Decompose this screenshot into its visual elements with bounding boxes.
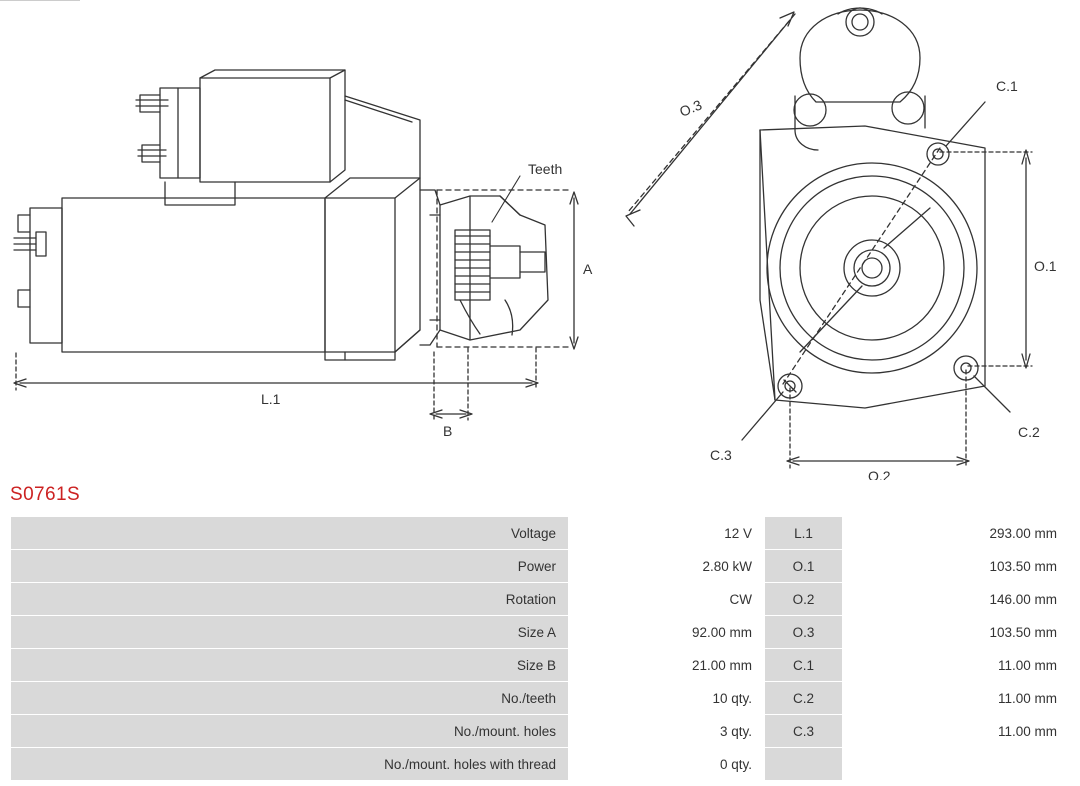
spec-value: 12 V xyxy=(569,517,765,550)
label-c1: C.1 xyxy=(996,78,1018,94)
spec-value: 0 qty. xyxy=(569,748,765,781)
label-o3: O.3 xyxy=(677,96,705,120)
label-teeth: Teeth xyxy=(528,161,563,177)
spec-dim-label: C.1 xyxy=(765,649,843,682)
spec-value: 92.00 mm xyxy=(569,616,765,649)
spec-dim-label: C.3 xyxy=(765,715,843,748)
table-row xyxy=(11,682,1070,715)
label-c3: C.3 xyxy=(710,447,732,463)
spec-dim-value: 11.00 mm xyxy=(843,715,1070,748)
spec-dim-label: C.2 xyxy=(765,682,843,715)
spec-dim-value: 103.50 mm xyxy=(843,616,1070,649)
spec-label: No./mount. holes xyxy=(11,715,569,748)
spec-value: 21.00 mm xyxy=(569,649,765,682)
spec-label: Rotation xyxy=(11,583,569,616)
spec-value: 3 qty. xyxy=(569,715,765,748)
label-a: A xyxy=(583,261,593,277)
spec-value: 10 qty. xyxy=(569,682,765,715)
spec-dim-label: O.1 xyxy=(765,550,843,583)
spec-dim-value: 103.50 mm xyxy=(843,550,1070,583)
table-row xyxy=(11,550,1070,583)
specification-table xyxy=(10,516,1070,781)
label-b: B xyxy=(443,423,453,439)
spec-dim-label: L.1 xyxy=(765,517,843,550)
label-c2: C.2 xyxy=(1018,424,1040,440)
label-o2: O.2 xyxy=(868,468,891,480)
table-row xyxy=(11,649,1070,682)
spec-dim-label: O.3 xyxy=(765,616,843,649)
spec-dim-value: 293.00 mm xyxy=(843,517,1070,550)
spec-dim-value: 11.00 mm xyxy=(843,649,1070,682)
table-row xyxy=(11,517,1070,550)
spec-label: No./teeth xyxy=(11,682,569,715)
spec-value: 2.80 kW xyxy=(569,550,765,583)
spec-label: Power xyxy=(11,550,569,583)
label-l1: L.1 xyxy=(261,391,281,407)
spec-dim-value: 146.00 mm xyxy=(843,583,1070,616)
spec-label: No./mount. holes with thread xyxy=(11,748,569,781)
part-code: S0761S xyxy=(10,484,81,505)
spec-dim-value: 11.00 mm xyxy=(843,682,1070,715)
table-row xyxy=(11,616,1070,649)
spec-label: Voltage xyxy=(11,517,569,550)
table-row xyxy=(11,583,1070,616)
spec-value: CW xyxy=(569,583,765,616)
table-row xyxy=(11,748,1070,781)
spec-empty-cell xyxy=(765,748,843,781)
spec-empty-cell xyxy=(843,748,1070,781)
spec-label: Size B xyxy=(11,649,569,682)
label-o1: O.1 xyxy=(1034,258,1057,274)
spec-dim-label: O.2 xyxy=(765,583,843,616)
spec-label: Size A xyxy=(11,616,569,649)
table-row xyxy=(11,715,1070,748)
